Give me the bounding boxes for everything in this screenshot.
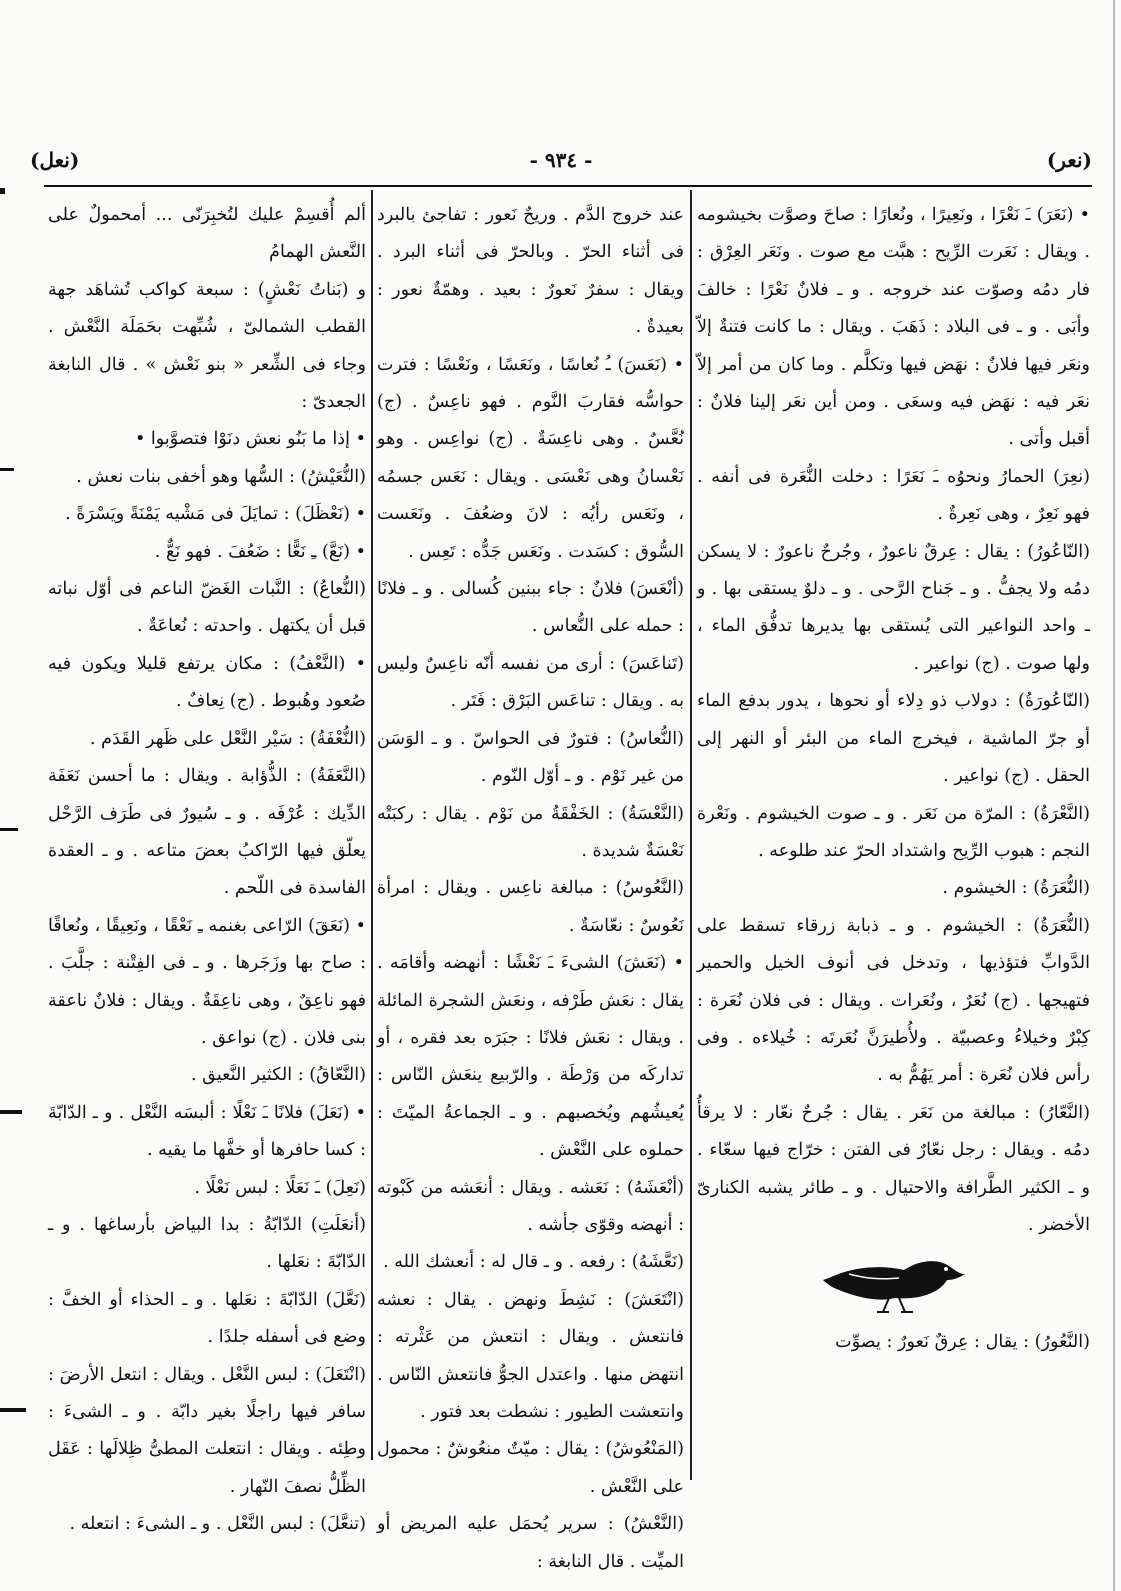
header-headword-left: (نعل) bbox=[30, 148, 80, 172]
entry: (نَعَّشَهُ) : رفعه . و ـ قال له : أنعشك الله . bbox=[383, 1252, 684, 1273]
entry: • (نَعَقَ) الرّاعى بغنمه ـِ نَعْقًا ، ونَعِيقًا ، ونُعاقًا : صاح بها وزَجَرها . و ـ فى الفِتْنة : جلَّبَ . فهو ناعِقٌ ، وهى ناعِقَةٌ . ويقال : فلانٌ ناعقة بنى فلان . (ج) نواعق . bbox=[48, 915, 366, 1048]
scan-mark bbox=[0, 188, 5, 194]
column-right bbox=[697, 197, 1090, 1537]
header-rule bbox=[44, 185, 1092, 187]
column-middle bbox=[377, 197, 684, 1572]
entry: • (نَعَّ) ـِ نَعًّا : ضَعُفَ . فهو نَعٌّ . bbox=[154, 541, 366, 562]
entry: (النُّعَرَةُ) : الخيشوم . bbox=[942, 878, 1090, 899]
entry: • إذا ما بَنُو نعش دنَوْا فتصوَّبوا • bbox=[134, 429, 366, 450]
entry: (النّاعُورُ) : يقال : عِرقٌ ناعورٌ ، وجُرحٌ ناعورٌ : لا يسكن دمُه ولا يجفُّ . و ـ جَناح الرَّحى . و ـ دلوٌ يستقى بها . و ـ واحد النواعير التى يُستقى بها يديرها تدفُّق الماء ، ولها صوت . (ج) نواعير . bbox=[697, 541, 1090, 674]
entry: (النَّعْشُ) : سرير يُحمَل عليه المريض أو الميِّت . قال النابغة : bbox=[377, 1514, 684, 1572]
scan-mark bbox=[0, 1408, 26, 1412]
entry: (النَّعُورُ) : يقال : عِرقٌ نَعورٌ : يصوِّت bbox=[835, 1332, 1090, 1353]
entry: • (نَعَشَ) الشىءَ ـَ نَعْشًا : أنهضه وأقامَه . يقال : نعَش طَرْفه ، ونعَش الشجرة المائلة . ويقال : نعَش فلانًا : جبَرَه بعد فقره ، أو تداركَه من وَرْطَة . والرّبيع ينعَش النّاس : يُعيشُهم ويُخصبهم . و ـ الجماعةُ الميّتَ : حملوه على النَّعْش . bbox=[377, 953, 684, 1161]
entry: (نعِرَ) الحمارُ ونحوُه ـَ نَعَرًا : دخلت النُّعَرة فى أنفه . فهو نَعِرٌ ، وهى نَعِرةٌ . bbox=[697, 466, 1090, 525]
column-left bbox=[48, 197, 366, 1535]
entry: (انْتَعَشَ) : نَشِطَ ونهض . يقال : نعشه فانتعش . ويقال : انتعش من عَثْرته : انتهض منها . واعتدل الجوُّ فانتعش النّاس . وانتعشت الطيور : نشطت بعد فتور . bbox=[377, 1289, 684, 1422]
header-headword-right: (نعر) bbox=[1046, 148, 1092, 172]
page-number: - ٩٣٤ - bbox=[529, 148, 593, 172]
bird-illustration bbox=[819, 1250, 969, 1320]
entry: • (نَعْظَلَ) : تمايَلَ فى مَشْيه يَمْنَةً ويَسْرَةً . bbox=[65, 504, 366, 525]
scan-mark bbox=[0, 1110, 22, 1114]
entry: و (بَناتُ نَعْشٍ) : سبعة كواكب تُشاهَد جهة القطب الشمالىّ ، شُبِّهت بحَمَلَة النَّعْش . وجاء فى الشِّعر « بنو نَعْش » . قال النابغة الجعدىّ : bbox=[48, 279, 366, 413]
entry: (النَّعّاقُ) : الكثير النَّعيق . bbox=[191, 1065, 366, 1086]
entry: عند خروج الدَّم . وريحٌ نَعور : تفاجئ بالبرد فى أثناء الحرّ . وبالحرّ فى أثناء البرد . ويقال : سفرٌ نَعورٌ : بعيد . وهمّةٌ نعور : بعيدةٌ . bbox=[377, 205, 684, 338]
column-divider bbox=[690, 190, 692, 1480]
entry: ألم أُقسِمْ عليك لتُخبِرَنّى ... أمحمولٌ على النَّعش الهمامُ bbox=[48, 205, 366, 263]
column-divider bbox=[371, 190, 373, 1460]
entry: (أنعَلَتِ) الدّابّةُ : بدا البياض بأرساغها . و ـ الدّابّةَ : نعَلها . bbox=[48, 1214, 366, 1273]
entry: (النَّعْسَةُ) : الخَفْقَةُ من نَوْم . يقال : ركبَتْه نَعْسَةٌ شديدة . bbox=[377, 803, 684, 861]
entry: (النَّعْرَةُ) : المرّة من نَعَر . و ـ صوت الخيشوم . ونَعْرة النجم : هبوب الرِّيح واشتداد الحرّ عند طلوعه . bbox=[697, 803, 1090, 861]
entry: (النَّعّارُ) : مبالغة من نَعَر . يقال : جُرحٌ نعّار : لا يرقأُ دمُه . ويقال : رجل نعّارٌ فى الفتن : خرّاج فيها سعّاء . و ـ الكثير الطَّرافة والاحتيال . و ـ طائر يشبه الكنارىّ الأخضر . bbox=[697, 1102, 1090, 1235]
entry: (انْتَعَلَ) : لبس النَّعْل . ويقال : انتعل الأرضَ : سافر فيها راجلًا بغير دابّة . و ـ الشىءَ : وطِئه . ويقال : انتعلت المطىُّ ظِلالَها : عَقَل الظِّلُّ نصفَ النّهار . bbox=[48, 1364, 366, 1497]
entry: (النُّعاسُ) : فتورٌ فى الحواسّ . و ـ الوَسَن من غير نَوْم . و ـ أوّل النّوم . bbox=[377, 728, 684, 787]
entry: • (نَعَرَ) ـَ نَعْرًا ، ونَعِيرًا ، ونُعارًا : صاحَ وصوَّت بخيشومه . ويقال : نَعَرت الرِّيح : هبَّت مع صوت . ونَعَر العِرْق : فار دمُه وصوّت عند خروجه . و ـ فلانٌ نَعْرًا : خالفَ وأبَى . و ـ فى البلاد : ذَهَبَ . ويقال : ما كانت فتنةٌ إلاّ ونعَر فيها فلانٌ : نهَض فيها وتكلَّم . وما كان من أمر إلاّ نعَر فيه : نهَض فيه وسعَى . ومن أين نعَر إلينا فلانٌ : أقبل وأتى . bbox=[697, 205, 1090, 450]
scan-mark bbox=[0, 468, 14, 471]
entry: (النُّعَيْشُ) : السُّها وهو أخفى بنات نعش . bbox=[76, 466, 366, 487]
entry: (تنعَّلَ) : لبس النَّعْل . و ـ الشىءَ : انتعله . bbox=[69, 1514, 366, 1535]
entry: • (نَعَلَ) فلانًا ـَ نَعْلًا : ألبسَه النَّعْل . و ـ الدّابّةَ : كسا حافرها أو خفَّها ما يقيه . bbox=[48, 1102, 366, 1161]
entry: (النّاعُورَةُ) : دولاب ذو دِلاء أو نحوها ، يدور بدفع الماء أو جرّ الماشية ، فيخرج الماء من البئر أو النهر إلى الحقل . (ج) نواعير . bbox=[697, 691, 1090, 787]
entry: (النُّعَرَةُ) : الخيشوم . و ـ ذبابة زرقاء تسقط على الدَّوابِّ فتؤذيها ، وتدخل فى أنوف الخيل والحمير فتهيجها . (ج) نُعَرٌ ، ونُعَرات . ويقال : فى فلان نُعَرة : كِبْرٌ وخيلاءُ وعصبيّة . ولأُطيرَنَّ نُعَرتَه : خُيلاءه . وفى رأس فلان نُعَرة : أمر يَهُمُّ به . bbox=[697, 915, 1090, 1086]
entry: (تَناعَسَ) : أرى من نفسه أنّه ناعِسٌ وليس به . ويقال : تناعَس البَرْق : فَتَر . bbox=[377, 653, 684, 712]
entry: (نَعَّلَ) الدّابّةَ : نعَلها . و ـ الحذاء أو الخفَّ : وضع فى أسفله جلدًا . bbox=[48, 1289, 366, 1348]
entry: (أنْعَسَ) فلانٌ : جاء ببنين كُسالى . و ـ فلانًا : حمله على النُّعاس . bbox=[377, 579, 684, 637]
entry: (النُّعاعُ) : النَّبات الغَضّ الناعم فى أوّل نباته قبل أن يكتهل . واحدته : نُعاعَةٌ . bbox=[48, 579, 366, 637]
entry: (النَّعُوسُ) : مبالغة ناعِس . ويقال : امرأة نَعُوسٌ : نعّاسَةٌ . bbox=[377, 878, 684, 936]
entry: (نَعِلَ) ـَ نَعَلًا : لبس نَعْلًا . bbox=[194, 1177, 366, 1198]
entry: (النَّعَفَةُ) : الذُّؤابة . ويقال : ما أحسن نَعَفَة الدِّيك : عُرْفَه . و ـ سُيورٌ فى طَرَف الرَّحْل يعلّق فيها الرّاكبُ بعضَ متاعه . و ـ العقدة الفاسدة فى اللّحم . bbox=[48, 766, 366, 899]
page-edge bbox=[1113, 0, 1115, 1591]
scan-mark bbox=[0, 828, 18, 831]
entry: (المَنْعُوشُ) : يقال : ميّتٌ منعُوشٌ : محمول على النَّعْش . bbox=[377, 1439, 684, 1497]
entry: (النُّعْفَةُ) : سَيْر النَّعْل على ظَهر القَدَم . bbox=[90, 728, 366, 749]
entry: • (النَّعْفُ) : مكان يرتفع قليلا ويكون فيه صُعود وهُبوط . (ج) نِعافٌ . bbox=[48, 653, 366, 712]
entry: • (نَعَسَ) ـُ نُعاسًا ، ونَعَسًا ، ونَعْسًا : فترت حواسُّه فقاربَ النَّوم . فهو ناعِسٌ . (ج) نُعَّسٌ . وهى ناعِسَةٌ . (ج) نواعِس . وهو نَعْسانُ وهى نَعْسَى . ويقال : نَعَس جسمُه ، ونَعَس رأيُه : لانَ وضعُفَ . ونَعَست السُّوق : كسَدت . ونَعَس جَدُّه : تَعِس . bbox=[377, 354, 684, 562]
entry: (أنْعَشَهُ) : نَعَشه . ويقال : أنعَشه من كَبْوته : أنهضه وقوّى جأشه . bbox=[377, 1177, 684, 1235]
page-header bbox=[30, 148, 1092, 184]
